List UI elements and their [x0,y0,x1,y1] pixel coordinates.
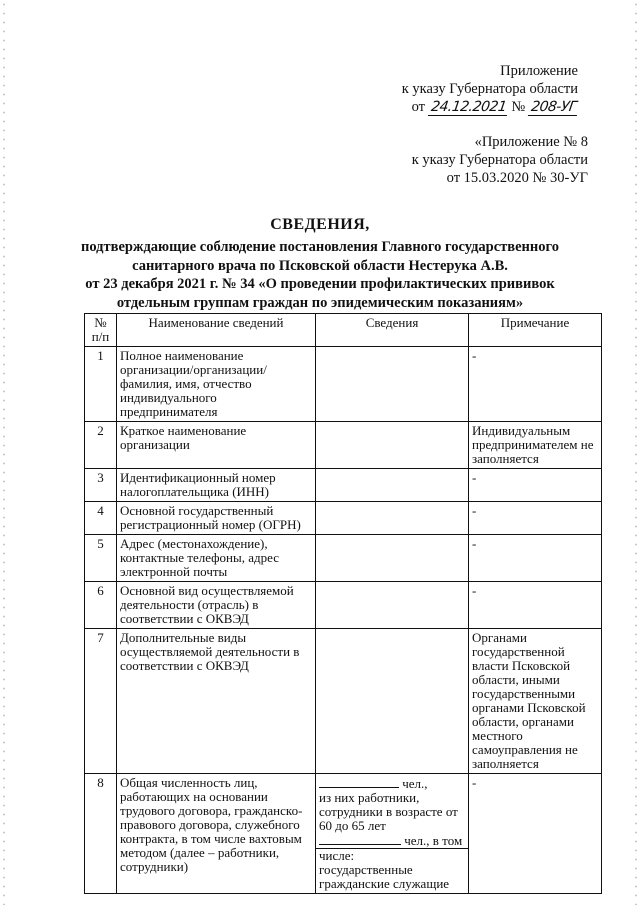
row-note: Органами государственной власти Псковской области, иными государственными органами Псковской области, органами местного самоуправления не заполняется [469,629,602,774]
header-name: Наименование сведений [117,314,316,347]
header-number: № п/п [85,314,117,347]
row-name: Дополнительные виды осуществляемой деятельности в соответствии с ОКВЭД [117,629,316,774]
table-header-row [85,314,602,347]
info-total-line: чел., [319,776,465,791]
blank-field[interactable] [319,833,401,845]
row-info[interactable] [316,502,469,535]
info-table [84,313,602,894]
info-civil-servants: государственные гражданские служащие [319,862,450,891]
row-note: - [469,582,602,629]
row-info[interactable] [316,469,469,502]
document-heading [60,216,580,312]
appendix-block [402,62,578,116]
row-name: Основной вид осуществляемой деятельности (отрасль) в соответствии с ОКВЭД [117,582,316,629]
table-row [85,629,602,774]
appendix-date-number [402,98,578,116]
heading-line-4: отдельным группам граждан по эпидемическим показаниям» [116,294,524,311]
row-name: Полное наименование организации/организации/фамилия, имя, отчество индивидуального предпринимателя [117,347,316,422]
handwritten-number: 208-УГ [528,100,579,116]
row-number: 6 [85,582,117,629]
row-number: 3 [85,469,117,502]
table-row [85,502,602,535]
row-number: 2 [85,422,117,469]
row-note: - [469,469,602,502]
appendix-number-sign: № [511,99,526,115]
heading-line-1: подтверждающие соблюдение постановления Главного государственного [80,239,559,255]
row-number: 7 [85,629,117,774]
header-info: Сведения [316,314,469,347]
table-row [85,422,602,469]
appendix-from-label: от [411,99,425,115]
table-row [85,774,602,894]
row-name: Идентификационный номер налогоплательщика (ИНН) [117,469,316,502]
row-name: Основной государственный регистрационный номер (ОГРН) [117,502,316,535]
info-including: числе: [316,848,468,863]
row-info[interactable] [316,629,469,774]
row-info[interactable] [316,582,469,629]
table-row [85,469,602,502]
row-info[interactable] [316,774,469,894]
table-row [85,347,602,422]
header-note: Примечание [469,314,602,347]
heading-line-2: санитарного врача по Псковской области Нестерука А.В. [132,257,508,274]
row-info[interactable] [316,535,469,582]
row-number: 5 [85,535,117,582]
info-age-line: чел., в том [319,833,465,848]
row-note: - [469,535,602,582]
appendix-title: Приложение [500,63,578,79]
old-appendix-block [412,133,588,187]
blank-field[interactable] [319,776,399,788]
heading-title: СВЕДЕНИЯ, [270,216,370,233]
row-name: Адрес (местонахождение), контактные телефоны, адрес электронной почты [117,535,316,582]
row-note: - [469,502,602,535]
handwritten-date: 24.12.2021 [428,100,509,116]
table-row [85,582,602,629]
row-note: - [469,347,602,422]
row-number: 4 [85,502,117,535]
left-edge-dots [3,0,5,905]
right-edge-dots [635,0,637,905]
row-note: Индивидуальным предпринимателем не заполняется [469,422,602,469]
old-appendix-decree: к указу Губернатора области [411,152,588,168]
row-name: Общая численность лиц, работающих на основании трудового договора, гражданско-правового договора, служебного контракта, в том числе вахтовым методом (далее – работники, сотрудники) [117,774,316,894]
row-info[interactable] [316,422,469,469]
appendix-decree: к указу Губернатора области [401,81,578,97]
row-number: 8 [85,774,117,894]
row-number: 1 [85,347,117,422]
old-appendix-title: «Приложение № 8 [474,134,588,150]
row-info[interactable] [316,347,469,422]
row-name: Краткое наименование организации [117,422,316,469]
heading-line-3: от 23 декабря 2021 г. № 34 «О проведении профилактических прививок [85,276,555,292]
row-note: - [469,774,602,894]
info-age-text: из них работники, сотрудники в возрасте от 60 до 65 лет [319,790,458,833]
old-appendix-date: от 15.03.2020 № 30-УГ [446,170,588,186]
table-row [85,535,602,582]
